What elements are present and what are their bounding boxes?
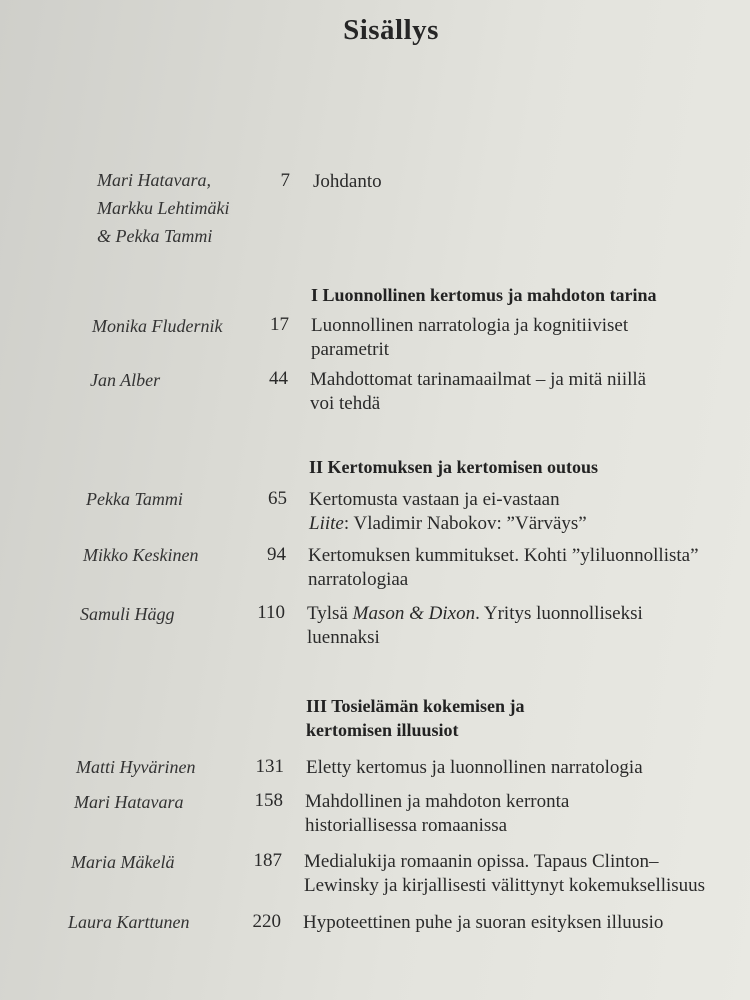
toc-author bbox=[76, 753, 195, 781]
title-line: Luonnollinen narratologia ja kognitiiviset bbox=[311, 315, 629, 336]
title-line: Lewinsky ja kirjallisesti välittynyt kokemuksellisuus bbox=[304, 875, 706, 896]
toc-entry-title bbox=[306, 756, 643, 780]
author-line: Pekka Tammi bbox=[86, 489, 183, 509]
title-line: Johdanto bbox=[313, 171, 382, 192]
title-line: voi tehdä bbox=[310, 393, 381, 414]
author-line: Matti Hyvärinen bbox=[76, 757, 196, 777]
author-line: Markku Lehtimäki bbox=[97, 198, 230, 218]
toc-entry-title bbox=[309, 488, 587, 536]
title-line: Eletty kertomus ja luonnollinen narratologia bbox=[306, 757, 643, 778]
toc-entry-title bbox=[307, 602, 643, 650]
author-line: Maria Mäkelä bbox=[71, 852, 175, 872]
toc-author bbox=[71, 848, 174, 876]
toc-author bbox=[90, 366, 160, 394]
author-line: Jan Alber bbox=[90, 370, 161, 390]
toc-page-number: 131 bbox=[255, 756, 284, 777]
toc-entry-title bbox=[304, 850, 705, 898]
title-line: historiallisessa romaanissa bbox=[305, 815, 508, 836]
author-line: Laura Karttunen bbox=[68, 912, 190, 932]
toc-page-number: 94 bbox=[267, 544, 286, 565]
toc-author bbox=[83, 541, 198, 569]
section-heading bbox=[306, 694, 525, 742]
toc-entry-title bbox=[313, 170, 382, 194]
toc-author bbox=[97, 166, 229, 250]
section-heading-line: I Luonnollinen kertomus ja mahdoton tarina bbox=[311, 285, 657, 305]
title-line bbox=[309, 512, 587, 536]
toc-entry-title bbox=[311, 314, 628, 362]
toc-page-number: 7 bbox=[280, 170, 290, 191]
toc-author bbox=[74, 788, 184, 816]
toc-page-number: 17 bbox=[270, 314, 289, 335]
toc-page-number: 158 bbox=[254, 790, 283, 811]
toc-entry-title bbox=[310, 368, 646, 416]
toc-author bbox=[92, 312, 222, 340]
toc-entry-title bbox=[308, 544, 699, 592]
appendix-text: : Vladimir Nabokov: ”Värväys” bbox=[343, 513, 587, 534]
toc-page-number: 187 bbox=[253, 850, 282, 871]
page-title: Sisällys bbox=[343, 14, 439, 46]
toc-author bbox=[86, 485, 183, 513]
author-line: & Pekka Tammi bbox=[97, 226, 213, 246]
title-line: Medialukija romaanin opissa. Tapaus Clinton– bbox=[304, 851, 659, 872]
section-heading-line: II Kertomuksen ja kertomisen outous bbox=[309, 457, 599, 477]
title-line bbox=[307, 602, 643, 626]
toc-entry-title bbox=[305, 790, 569, 838]
title-line: narratologiaa bbox=[308, 569, 409, 590]
title-line: luennaksi bbox=[307, 627, 380, 648]
title-line: Hypoteettinen puhe ja suoran esityksen illuusio bbox=[303, 912, 664, 933]
title-suffix: . Yritys luonnolliseksi bbox=[475, 603, 643, 624]
toc-page-number: 220 bbox=[252, 911, 281, 932]
title-line: parametrit bbox=[311, 339, 390, 360]
appendix-label: Liite bbox=[309, 513, 344, 534]
section-heading bbox=[309, 455, 598, 479]
toc-page-number: 110 bbox=[257, 602, 285, 623]
title-line: Mahdollinen ja mahdoton kerronta bbox=[305, 791, 570, 812]
toc-page-number: 65 bbox=[268, 488, 287, 509]
section-heading bbox=[311, 283, 657, 307]
toc-entry-title bbox=[303, 911, 663, 935]
author-line: Mari Hatavara bbox=[74, 792, 184, 812]
author-line: Monika Fludernik bbox=[92, 316, 223, 336]
title-line: Mahdottomat tarinamaailmat – ja mitä niillä bbox=[310, 369, 647, 390]
author-line: Mari Hatavara, bbox=[97, 170, 211, 190]
title-line: Kertomuksen kummitukset. Kohti ”yliluonnollista” bbox=[308, 545, 699, 566]
title-line: Kertomusta vastaan ja ei-vastaan bbox=[309, 489, 560, 510]
toc-page-number: 44 bbox=[269, 368, 288, 389]
title-italic: Mason & Dixon bbox=[352, 603, 476, 624]
section-heading-line: III Tosielämän kokemisen ja bbox=[306, 696, 525, 716]
author-line: Samuli Hägg bbox=[80, 604, 175, 624]
toc-author bbox=[80, 600, 175, 628]
section-heading-line: kertomisen illuusiot bbox=[306, 720, 459, 740]
author-line: Mikko Keskinen bbox=[83, 545, 199, 565]
toc-author bbox=[68, 908, 190, 936]
title-prefix: Tylsä bbox=[307, 603, 353, 624]
